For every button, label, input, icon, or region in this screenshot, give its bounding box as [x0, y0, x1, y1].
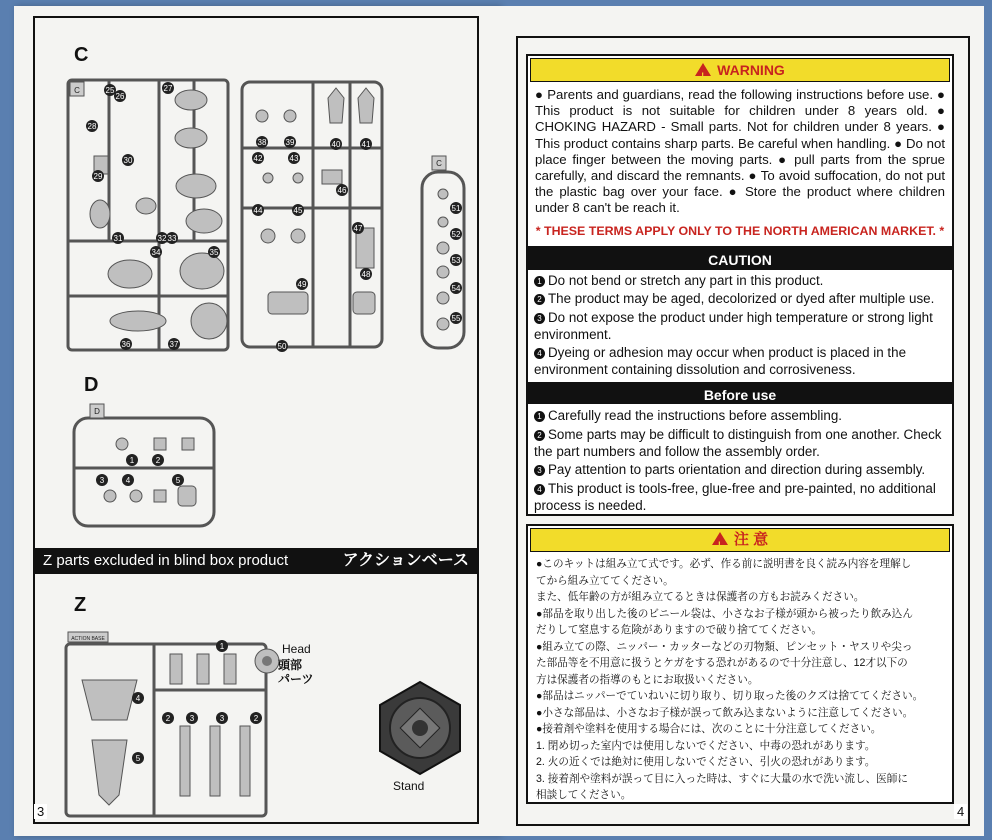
banner-jp: アクションベース — [342, 552, 469, 569]
list-number-badge: 1 — [534, 276, 545, 287]
part-number: 44 — [253, 206, 263, 215]
part-number: 31 — [113, 234, 123, 243]
sprue-tag-c: C — [74, 86, 80, 95]
part-number: 2 — [253, 714, 259, 723]
banner-text: Z parts excluded in blind box product — [43, 552, 289, 569]
part-number: 4 — [135, 694, 141, 703]
part-number: 42 — [253, 154, 263, 163]
part-number: 27 — [163, 84, 173, 93]
part-number: 53 — [451, 256, 461, 265]
jp-text-line: ●接着剤や塗料を使用する場合には、次のことに十分注意してください。 — [536, 723, 882, 735]
sprue-tag-d: D — [94, 407, 100, 416]
warning-header: ! WARNING — [530, 58, 950, 82]
sprue-c1 — [64, 76, 234, 356]
list-item — [534, 345, 948, 378]
jp-text-line: てから組み立ててください。 — [536, 574, 674, 587]
part-number: 29 — [93, 172, 103, 181]
list-number-badge: 2 — [534, 294, 545, 305]
sprue-c3 — [418, 152, 468, 352]
list-item-text: Dyeing or adhesion may occur when product is placed in the environment containing dissolution and corrosiveness. — [534, 345, 907, 377]
warning-icon: ! — [695, 63, 711, 76]
section-d-label: D — [84, 374, 99, 396]
list-item — [534, 310, 948, 343]
part-number: 30 — [123, 156, 133, 165]
page-number-right: 4 — [954, 804, 967, 819]
part-number: 39 — [285, 138, 295, 147]
part-number: 2 — [155, 456, 161, 465]
jp-warning-icon: ! — [712, 532, 728, 545]
part-number: 37 — [169, 340, 179, 349]
blind-box-banner — [33, 548, 479, 574]
part-number: 50 — [277, 342, 287, 351]
part-number: 5 — [135, 754, 141, 763]
svg-text:C: C — [436, 159, 442, 168]
sprue-d — [70, 400, 220, 530]
part-number: 48 — [361, 270, 371, 279]
jp-text-line: ●部品はニッパーでていねいに切り取り、切り取った後のクズは捨ててください。 — [536, 690, 924, 702]
part-number: 46 — [337, 186, 347, 195]
part-number: 43 — [289, 154, 299, 163]
part-number: 3 — [189, 714, 195, 723]
list-item — [534, 462, 948, 479]
list-item — [534, 291, 948, 308]
jp-text-line: ●このキットは組み立て式です。必ず、作る前に説明書を良く読み内容を理解し — [536, 558, 912, 570]
part-number: 38 — [257, 138, 267, 147]
part-number: 5 — [175, 476, 181, 485]
list-item-text: Some parts may be difficult to distinguish from one another. Check the part numbers and follow the assembly order. — [534, 427, 942, 459]
list-item-text: This product is tools-free, glue-free and pre-painted, no additional process is needed. — [534, 481, 936, 513]
warning-text: ● Parents and guardians, read the following instructions before use. ● This product is not suitable for children under 8 years old. ● CHOKING HAZARD - Small parts. Not for children under 8 years. ● This product contains sharp parts. Be careful when handling. ● Do not place finger between the moving parts. ● pull parts from the sprue carefully, and discard the remnants. ● To avoid suffocation, do not put the plastic bag over your face. ● Store the product where children under 8 can't be reach it. — [535, 87, 945, 216]
part-number: 45 — [293, 206, 303, 215]
list-item-text: The product may be aged, decolorized or dyed after multiple use. — [548, 291, 935, 306]
part-number: 2 — [165, 714, 171, 723]
list-item — [534, 481, 948, 514]
part-number: 54 — [451, 284, 461, 293]
stand-label: Stand — [393, 779, 425, 793]
list-number-badge: 1 — [534, 411, 545, 422]
jp-text-line: だりして窒息する危険がありますので破り捨ててください。 — [536, 624, 823, 636]
part-number: 26 — [115, 92, 125, 101]
stand-icon — [370, 678, 470, 778]
part-number: 32 — [157, 234, 167, 243]
part-number: 1 — [219, 642, 225, 651]
before-use-header: Before use — [528, 386, 952, 404]
jp-text-line: ●小さな部品は、小さなお子様が誤って飲み込まないように注意してください。 — [536, 706, 914, 719]
sprue-c2 — [238, 78, 388, 353]
jp-text-line: 相談してください。 — [536, 789, 632, 801]
part-number: 36 — [121, 340, 131, 349]
part-number: 47 — [353, 224, 363, 233]
part-number: 33 — [167, 234, 177, 243]
jp-text-line: 2. 火の近くでは絶対に使用しないでください、引火の恐れがあります。 — [536, 756, 876, 768]
part-number: 28 — [87, 122, 97, 131]
caution-header: CAUTION — [528, 250, 952, 270]
section-c-label: C — [74, 44, 89, 66]
jp-text-line: ●部品を取り出した後のビニール袋は、小さなお子様が頭から被ったり飲み込ん — [536, 607, 913, 620]
jp-text-line: た部品等を不用意に扱うとケガをする恐れがあるので十分注意し、12才以下の — [536, 657, 908, 669]
part-number: 40 — [331, 140, 341, 149]
part-number: 1 — [129, 456, 135, 465]
jp-text-line: 3. 接着剤や塗料が誤って目に入った時は、すぐに大量の水で洗い流し、医師に — [536, 772, 908, 785]
list-item-text: Do not expose the product under high temperature or strong light environment. — [534, 310, 933, 342]
list-number-badge: 4 — [534, 484, 545, 495]
section-z-label: Z — [74, 594, 87, 616]
jp-text-line: ●組み立ての際、ニッパー・カッターなどの刃物類、ピンセット・ヤスリや尖っ — [536, 640, 913, 653]
list-item-text: Do not bend or stretch any part in this product. — [548, 273, 824, 288]
jp-text-line: 方は保護者の指導のもとにお取扱いください。 — [536, 673, 759, 686]
part-number: 49 — [297, 280, 307, 289]
part-number: 55 — [451, 314, 461, 323]
part-number: 51 — [451, 204, 461, 213]
part-number: 41 — [361, 140, 371, 149]
part-number: 3 — [219, 714, 225, 723]
list-item-text: Carefully read the instructions before assembling. — [548, 408, 842, 423]
list-number-badge: 3 — [534, 313, 545, 324]
list-item — [534, 408, 948, 425]
jp-text-line: また、低年齢の方が組み立てるときは保護者の方もお読みください。 — [536, 591, 865, 603]
list-item — [534, 427, 948, 460]
head-label: Head — [282, 642, 311, 656]
list-number-badge: 3 — [534, 465, 545, 476]
page-number-left: 3 — [34, 804, 47, 819]
left-page — [14, 6, 500, 836]
part-number: 35 — [209, 248, 219, 257]
part-number: 34 — [151, 248, 161, 257]
list-item — [534, 273, 948, 290]
list-item-text: Pay attention to parts orientation and direction during assembly. — [548, 462, 926, 477]
list-number-badge: 2 — [534, 430, 545, 441]
part-number: 3 — [99, 476, 105, 485]
z-sprue-tag: ACTION BASE — [71, 636, 105, 642]
part-number: 4 — [125, 476, 131, 485]
jp-text-line: 1. 閉め切った室内では使用しないでください、中毒の恐れがあります。 — [536, 739, 876, 752]
part-number: 25 — [105, 86, 115, 95]
terms-text: * THESE TERMS APPLY ONLY TO THE NORTH AMERICAN MARKET. * — [535, 224, 945, 238]
sprue-z — [62, 630, 272, 820]
list-number-badge: 4 — [534, 348, 545, 359]
head-label-jp: 頭部 パーツ — [278, 658, 314, 686]
part-number: 52 — [451, 230, 461, 239]
jp-caution-header: ! 注 意 — [530, 528, 950, 552]
